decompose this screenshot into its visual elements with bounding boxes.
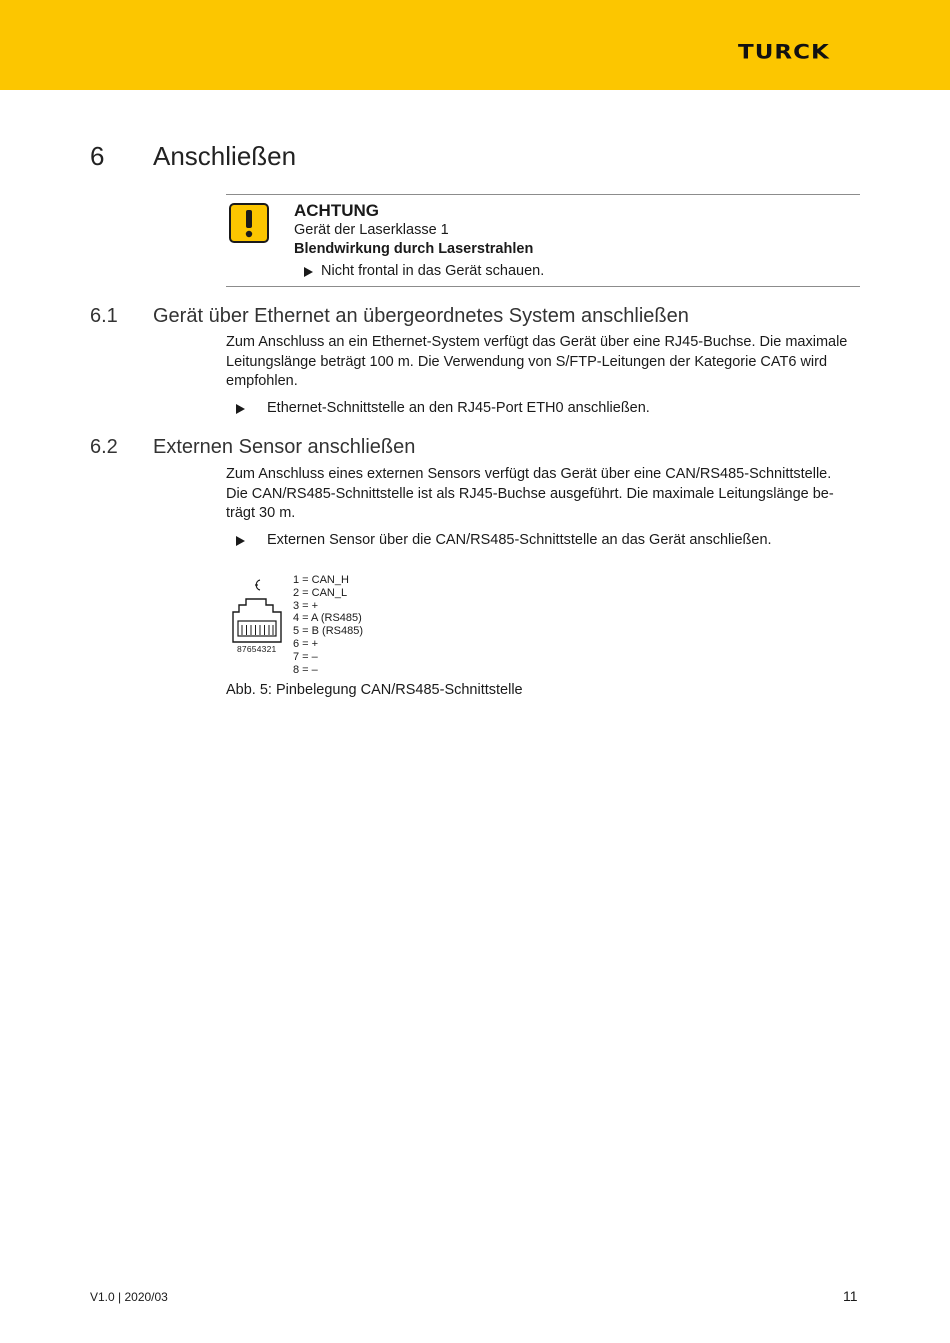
section-1-title: Gerät über Ethernet an übergeordnetes System anschließen xyxy=(153,305,689,327)
section-1-line-2: Leitungslänge beträgt 100 m. Die Verwendung von S/FTP-Leitungen der Kategorie CAT6 wird xyxy=(226,353,828,370)
chapter-title: Anschließen xyxy=(153,141,297,171)
section-2-line-1: Zum Anschluss eines externen Sensors verfügt das Gerät über eine CAN/RS485-Schnittstelle. xyxy=(226,466,832,482)
section-1-line-1: Zum Anschluss an ein Ethernet-System verfügt das Gerät über eine RJ45-Buchse. Die maximale xyxy=(226,334,848,350)
warning-exclamation-icon xyxy=(229,203,269,243)
warning-action: Nicht frontal in das Gerät schauen. xyxy=(321,263,545,279)
pin-7: 7 = – xyxy=(293,650,318,663)
warning-line-1: Gerät der Laserklasse 1 xyxy=(294,222,449,238)
section-1-step: Ethernet-Schnittstelle an den RJ45-Port ETH0 anschließen. xyxy=(267,400,650,416)
section-1-number: 6.1 xyxy=(90,305,118,327)
section-2-line-2: Die CAN/RS485-Schnittstelle ist als RJ45-Buchse ausgeführt. Die maximale Leitungslänge be- xyxy=(226,485,834,502)
warning-heading: ACHTUNG xyxy=(294,201,379,220)
jack-pin-numbers: 87654321 xyxy=(237,644,277,654)
turck-logo: TURCK xyxy=(738,41,830,64)
section-1-line-3: empfohlen. xyxy=(226,373,298,389)
footer-page-number: 11 xyxy=(843,1288,858,1304)
pin-2: 2 = CAN_L xyxy=(293,586,348,599)
pin-1: 1 = CAN_H xyxy=(293,574,349,586)
section-2-number: 6.2 xyxy=(90,436,118,458)
section-1-step-bullet-icon xyxy=(236,404,245,414)
footer-version: V1.0 | 2020/03 xyxy=(90,1290,168,1304)
pin-3: 3 = + xyxy=(293,599,319,612)
pin-5: 5 = B (RS485) xyxy=(293,625,364,638)
section-2-step-bullet-icon xyxy=(236,536,245,546)
warning-bottom-rule xyxy=(226,286,860,287)
section-2-line-3: trägt 30 m. xyxy=(226,505,296,521)
section-2-paragraph xyxy=(226,465,860,524)
section-2-step: Externen Sensor über die CAN/RS485-Schnittstelle an das Gerät anschließen. xyxy=(267,532,772,548)
figure-caption: Abb. 5: Pinbelegung CAN/RS485-Schnittstelle xyxy=(226,682,523,698)
warning-action-bullet-icon xyxy=(304,267,313,277)
pin-6: 6 = + xyxy=(293,637,319,650)
warning-line-2: Blendwirkung durch Laserstrahlen xyxy=(294,241,534,257)
warning-top-rule xyxy=(226,194,860,195)
section-2-title: Externen Sensor anschließen xyxy=(153,436,416,458)
section-1-paragraph xyxy=(226,333,860,392)
chapter-number: 6 xyxy=(90,141,105,171)
pin-8: 8 = – xyxy=(293,663,318,676)
pin-assignment-list xyxy=(293,574,363,676)
pin-4: 4 = A (RS485) xyxy=(293,612,362,625)
